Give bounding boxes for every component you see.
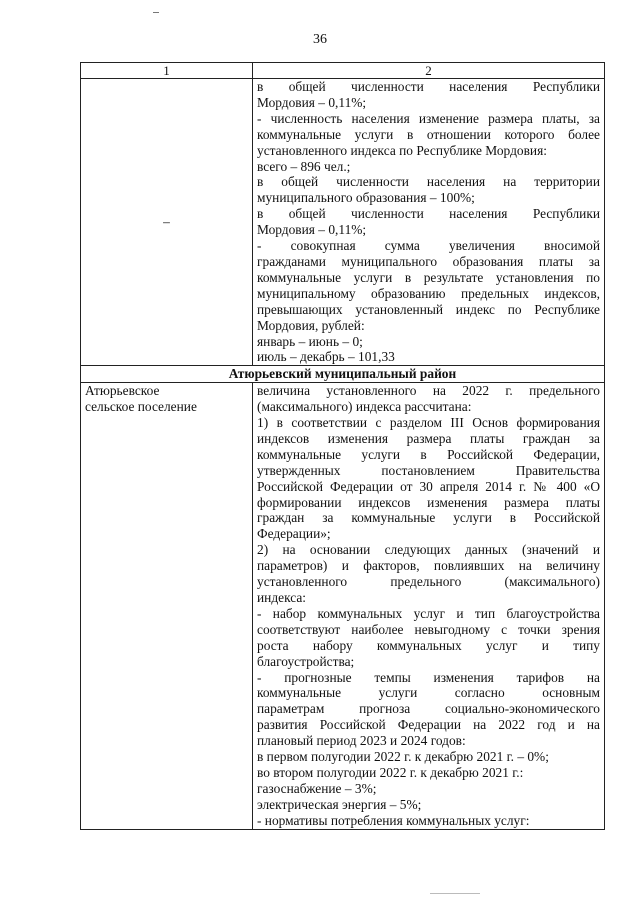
table-header-row [81,63,605,79]
text-line: - прогнозные темпы изменения тарифов на [257,669,600,685]
settlement-name-line: сельское поселение [85,399,197,415]
text-line: газоснабжение – 3%; [257,780,377,796]
continuation-col1-dash: – [81,79,253,366]
text-line: муниципальному образованию предельных индексов, [257,285,600,301]
text-line: роста набору коммунальных услуг и типу [257,637,600,653]
text-line: в общей численности населения на территории [257,174,600,190]
section-title-row [81,366,605,383]
text-line: - численность населения изменение размера платы, за [257,110,600,126]
text-line: Мордовия – 0,11%; [257,222,367,238]
text-line: коммунальные услуги в результате установления по [257,269,600,285]
text-line: январь – июнь – 0; [257,333,363,349]
text-line: параметрам прогноза социально-экономического [257,701,600,717]
text-line: индексов изменения размера платы граждан за [257,430,600,446]
text-line: Российской Федерации от 30 апреля 2014 г. № 400 «О [257,478,600,494]
index-calculation-text [253,383,605,829]
page-number: 36 [313,32,327,47]
text-line: граждан за коммунальные услуги в Российской [257,510,600,526]
text-line: - набор коммунальных услуг и тип благоустройства [257,605,600,621]
text-line: электрическая энергия – 5%; [257,796,422,812]
text-line: установленного предельного (максимального) [257,574,600,590]
text-line: в общей численности населения Республики [257,206,600,222]
text-line: коммунальные услуги в Российской Федерации, [257,446,600,462]
text-line: - нормативы потребления коммунальных услуг: [257,812,530,828]
text-line: соответствуют наиболее невыгодному с точки зрения [257,621,600,637]
text-line: гражданами муниципального образования платы за [257,253,600,269]
text-line: в общей численности населения Республики [257,79,600,94]
text-line: Мордовия – 0,11%; [257,94,367,110]
text-line: всего – 896 чел.; [257,158,351,174]
document-table [80,62,605,830]
text-line: Мордовия, рублей: [257,317,365,333]
text-line: во втором полугодии 2022 г. к декабрю 2021 г.: [257,764,524,780]
text-line: величина установленного на 2022 г. предельного [257,383,600,399]
settlement-name-line: Атюрьевское [85,383,160,399]
column-header-1: 1 [81,63,253,79]
table-row-atyurevskoe [81,383,605,829]
section-title: Атюрьевский муниципальный район [81,366,605,383]
text-line: индекса: [257,590,307,605]
text-line: в первом полугодии 2022 г. к декабрю 2021 г. – 0%; [257,749,549,765]
text-line: утвержденных постановлением Правительства [257,462,600,478]
column-header-2: 2 [253,63,605,79]
text-line: муниципального образования – 100%; [257,190,475,206]
text-line: установленного индекса по Республике Мордовия: [257,142,547,158]
text-line: 1) в соответствии с разделом III Основ формирования [257,415,600,431]
text-line: развития Российской Федерации на 2022 год и на [257,717,600,733]
continuation-text [253,79,605,366]
settlement-name-cell [81,383,253,829]
text-line: июль – декабрь – 101,33 [257,349,395,365]
text-line: (максимального) индекса рассчитана: [257,399,472,415]
text-line: - совокупная сумма увеличения вносимой [257,238,600,254]
text-line: формировании индексов изменения размера платы [257,494,600,510]
scan-speck [153,12,159,13]
text-line: коммунальные услуги согласно основным [257,685,600,701]
scan-speck [430,893,480,894]
text-line: плановый период 2023 и 2024 годов: [257,733,466,749]
text-line: Федерации»; [257,526,331,542]
table-row-continuation [81,79,605,366]
text-line: 2) на основании следующих данных (значений и [257,542,600,558]
text-line: параметров) и факторов, повлиявших на величину [257,558,600,574]
text-line: коммунальные услуги в отношении которого более [257,126,600,142]
text-line: благоустройства; [257,653,355,669]
text-line: превышающих установленный индекс по Республике [257,301,600,317]
